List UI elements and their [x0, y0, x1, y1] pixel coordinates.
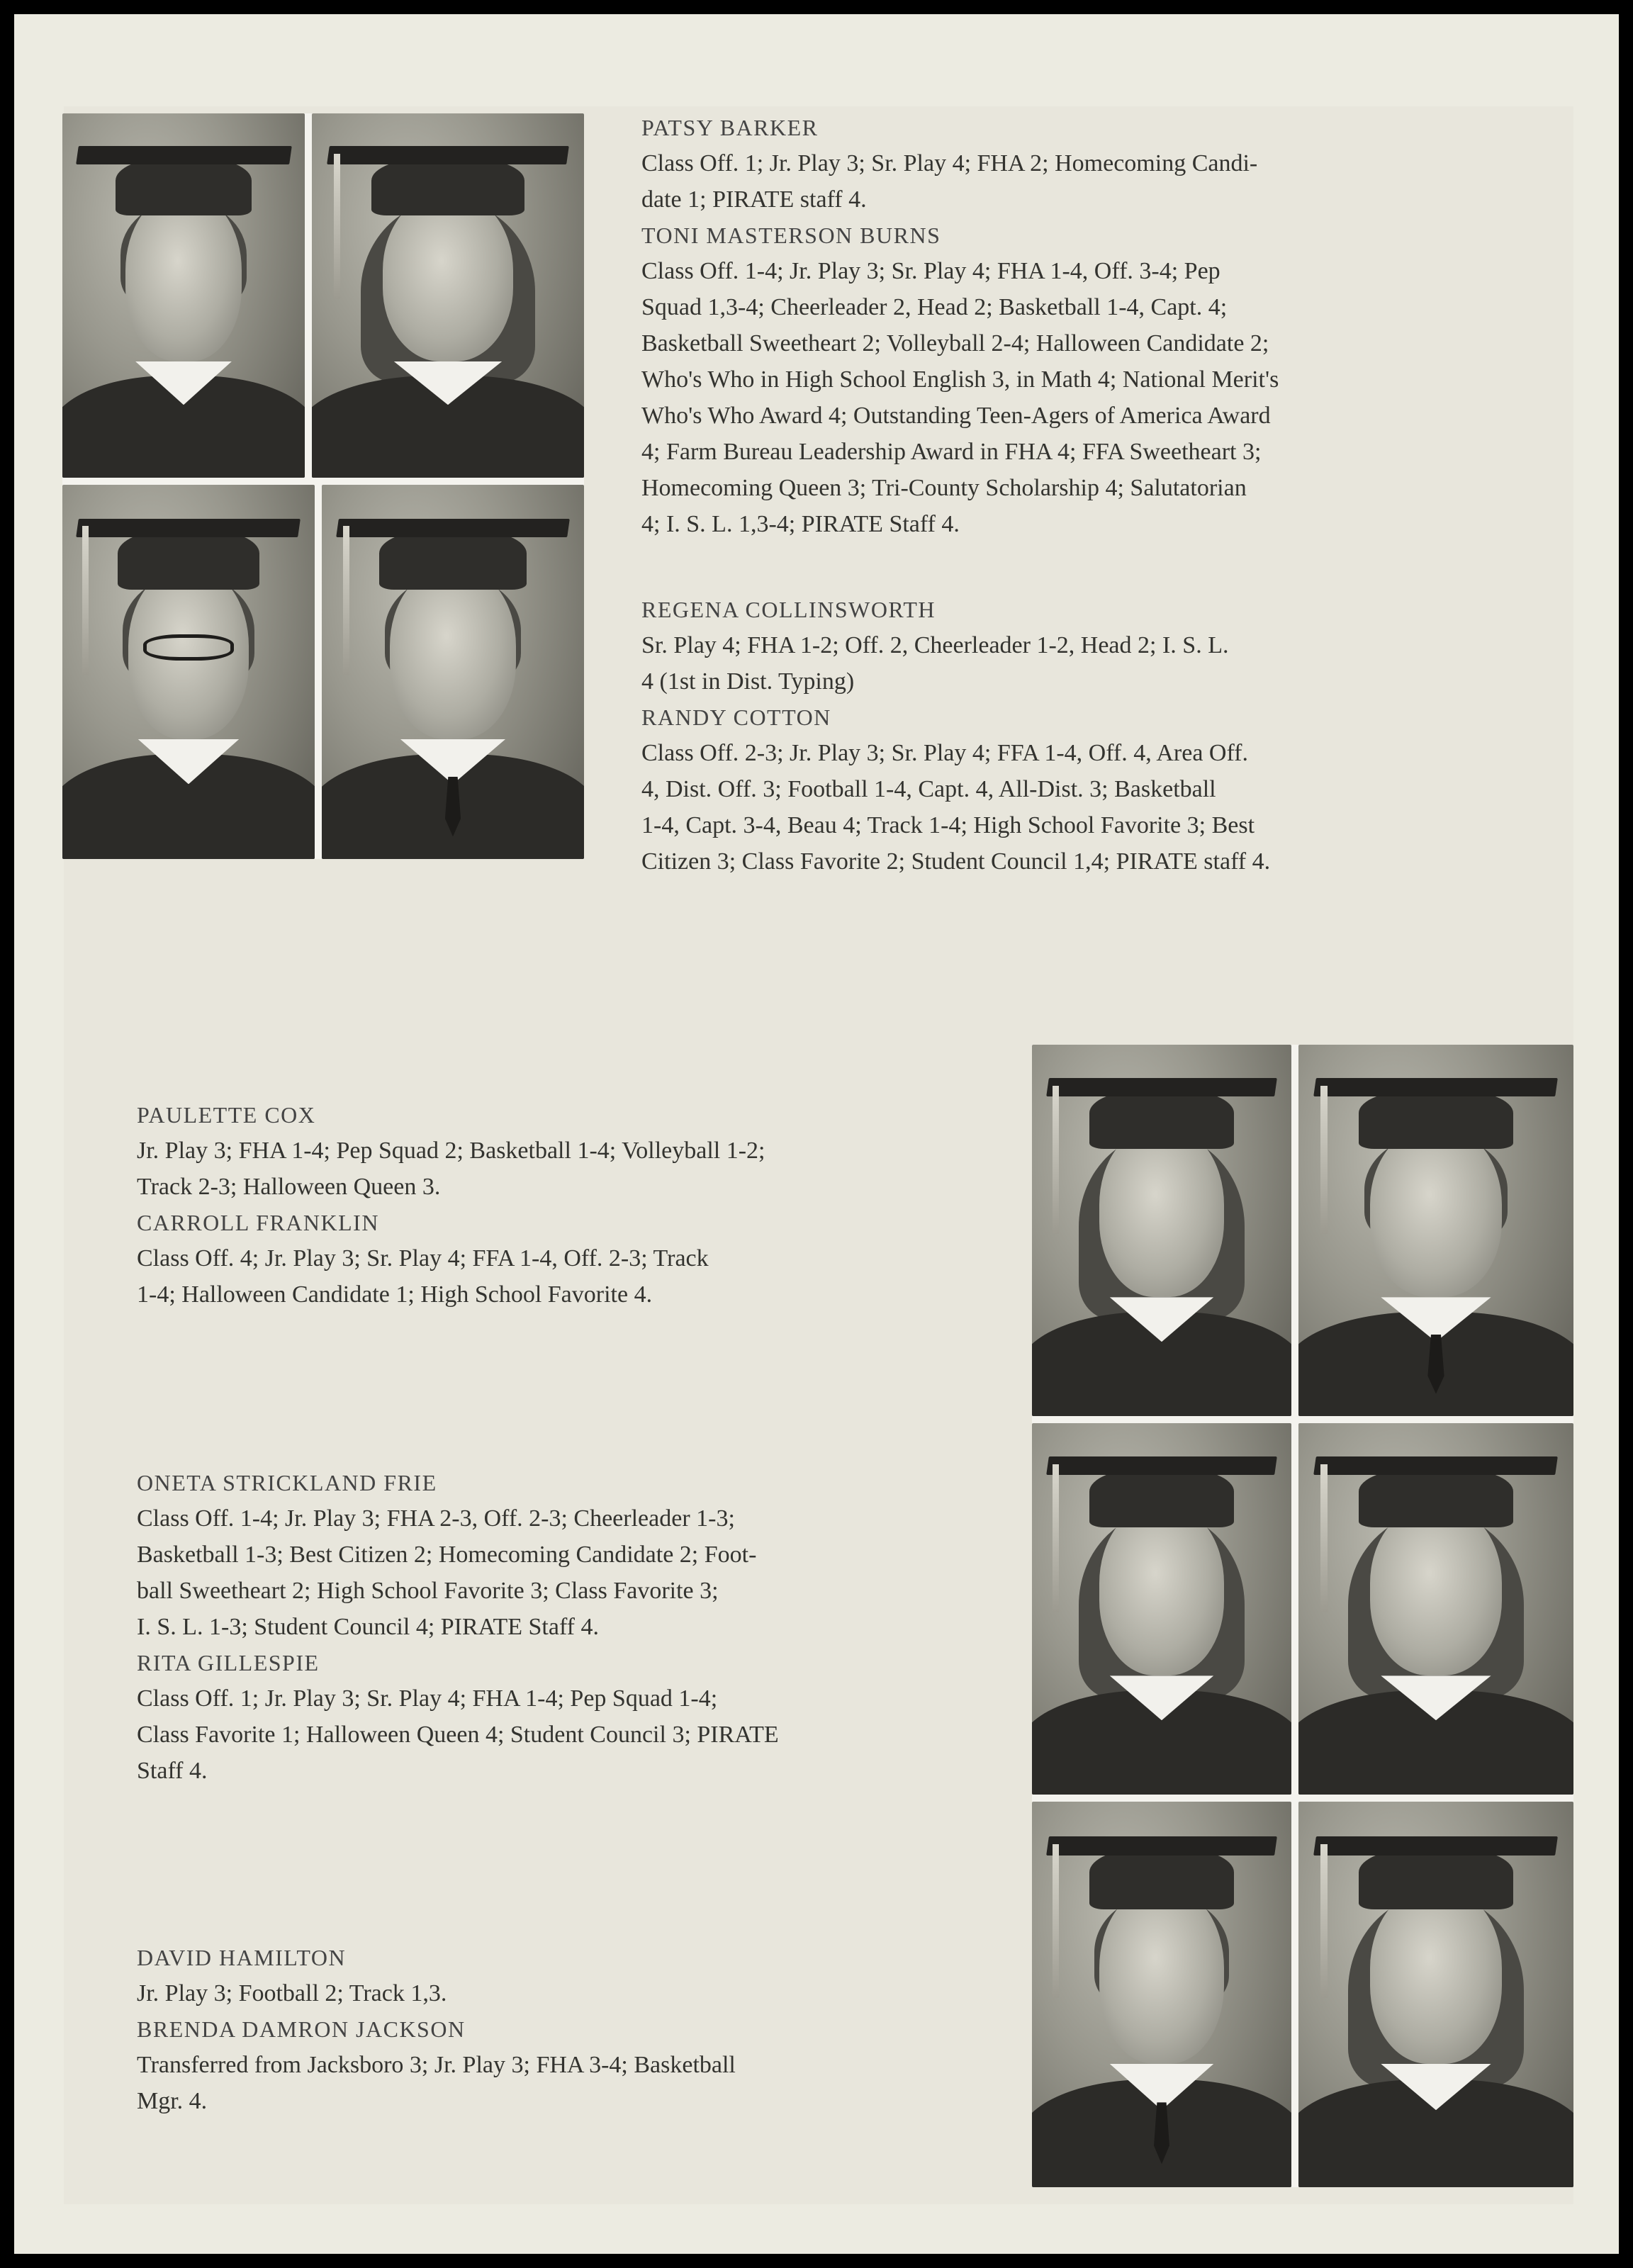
- student-name: BRENDA DAMRON JACKSON: [137, 2016, 466, 2042]
- student-name: PAULETTE COX: [137, 1102, 316, 1128]
- activity-line: 4; I. S. L. 1,3-4; PIRATE Staff 4.: [641, 511, 960, 537]
- photo-grid-top-left: [62, 113, 584, 859]
- activity-line: Class Off. 1-4; Jr. Play 3; FHA 2-3, Off. 2-3; Cheerleader 1-3;: [137, 1505, 735, 1532]
- activity-line: 4 (1st in Dist. Typing): [641, 668, 855, 695]
- activity-line: Basketball 1-3; Best Citizen 2; Homecoming Candidate 2; Foot-: [137, 1542, 757, 1568]
- portrait-brenda-damron-jackson: [1298, 1802, 1573, 2187]
- activity-line: Squad 1,3-4; Cheerleader 2, Head 2; Basketball 1-4, Capt. 4;: [641, 294, 1228, 320]
- activity-line: Basketball Sweetheart 2; Volleyball 2-4; Halloween Candidate 2;: [641, 330, 1269, 357]
- text-block-section-one: [641, 110, 1534, 880]
- student-name: TONI MASTERSON BURNS: [641, 223, 941, 248]
- activity-line: Citizen 3; Class Favorite 2; Student Council 1,4; PIRATE staff 4.: [641, 848, 1271, 875]
- photo-grid-right: [1032, 1045, 1573, 2187]
- student-name: DAVID HAMILTON: [137, 1945, 347, 1970]
- activity-line: Transferred from Jacksboro 3; Jr. Play 3; FHA 3-4; Basketball: [137, 2052, 736, 2078]
- portrait-oneta-strickland-frie: [1032, 1423, 1291, 1795]
- student-name: PATSY BARKER: [641, 115, 819, 140]
- activity-line: Class Off. 1-4; Jr. Play 3; Sr. Play 4; FHA 1-4, Off. 3-4; Pep: [641, 258, 1220, 284]
- student-name: RITA GILLESPIE: [137, 1650, 320, 1675]
- text-block-section-two: [137, 1097, 1016, 1313]
- student-name: RANDY COTTON: [641, 704, 831, 730]
- activity-line: I. S. L. 1-3; Student Council 4; PIRATE Staff 4.: [137, 1614, 599, 1640]
- entry-regena-collinsworth: [641, 592, 1534, 700]
- entry-rita-gillespie: [137, 1645, 1016, 1789]
- activity-line: Sr. Play 4; FHA 1-2; Off. 2, Cheerleader 1-2, Head 2; I. S. L.: [641, 632, 1229, 658]
- activity-line: Class Off. 4; Jr. Play 3; Sr. Play 4; FFA 1-4, Off. 2-3; Track: [137, 1245, 709, 1271]
- student-name: ONETA STRICKLAND FRIE: [137, 1470, 437, 1495]
- activity-line: Class Off. 2-3; Jr. Play 3; Sr. Play 4; FFA 1-4, Off. 4, Area Off.: [641, 740, 1248, 766]
- portrait-rita-gillespie: [1298, 1423, 1573, 1795]
- entry-brenda-damron-jackson: [137, 2011, 1016, 2119]
- activity-line: Class Off. 1; Jr. Play 3; Sr. Play 4; FHA 2; Homecoming Candi-: [641, 150, 1258, 176]
- yearbook-page: [14, 14, 1619, 2254]
- activity-line: date 1; PIRATE staff 4.: [641, 186, 867, 213]
- activity-line: ball Sweetheart 2; High School Favorite 3; Class Favorite 3;: [137, 1578, 719, 1604]
- activity-line: 1-4; Halloween Candidate 1; High School Favorite 4.: [137, 1281, 653, 1308]
- portrait-david-hamilton: [1032, 1802, 1291, 2187]
- activity-line: Who's Who in High School English 3, in Math 4; National Merit's: [641, 366, 1279, 393]
- text-block-section-four: [137, 1940, 1016, 2119]
- text-block-section-three: [137, 1465, 1016, 1789]
- entry-toni-masterson-burns: [641, 218, 1534, 542]
- activity-line: Homecoming Queen 3; Tri-County Scholarship 4; Salutatorian: [641, 475, 1247, 501]
- entry-paulette-cox: [137, 1097, 1016, 1205]
- entry-oneta-strickland-frie: [137, 1465, 1016, 1645]
- activity-line: Staff 4.: [137, 1758, 208, 1784]
- activity-line: 4; Farm Bureau Leadership Award in FHA 4; FFA Sweetheart 3;: [641, 439, 1262, 465]
- portrait-toni-masterson-burns: [312, 113, 584, 478]
- portrait-paulette-cox: [1032, 1045, 1291, 1416]
- activity-line: Who's Who Award 4; Outstanding Teen-Agers of America Award: [641, 403, 1271, 429]
- student-name: CARROLL FRANKLIN: [137, 1210, 379, 1235]
- portrait-patsy-barker: [62, 113, 305, 478]
- entry-patsy-barker: [641, 110, 1534, 218]
- activity-line: 1-4, Capt. 3-4, Beau 4; Track 1-4; High School Favorite 3; Best: [641, 812, 1255, 838]
- student-name: REGENA COLLINSWORTH: [641, 597, 936, 622]
- entry-randy-cotton: [641, 700, 1534, 880]
- activity-line: Track 2-3; Halloween Queen 3.: [137, 1174, 441, 1200]
- activity-line: 4, Dist. Off. 3; Football 1-4, Capt. 4, All-Dist. 3; Basketball: [641, 776, 1216, 802]
- portrait-randy-cotton: [322, 485, 584, 859]
- portrait-regena-collinsworth: [62, 485, 315, 859]
- entry-carroll-franklin: [137, 1205, 1016, 1313]
- activity-line: Class Favorite 1; Halloween Queen 4; Student Council 3; PIRATE: [137, 1722, 779, 1748]
- entry-david-hamilton: [137, 1940, 1016, 2011]
- activity-line: Class Off. 1; Jr. Play 3; Sr. Play 4; FHA 1-4; Pep Squad 1-4;: [137, 1685, 718, 1712]
- activity-line: Mgr. 4.: [137, 2088, 208, 2114]
- activity-line: Jr. Play 3; FHA 1-4; Pep Squad 2; Basketball 1-4; Volleyball 1-2;: [137, 1138, 765, 1164]
- activity-line: Jr. Play 3; Football 2; Track 1,3.: [137, 1980, 447, 2006]
- portrait-carroll-franklin: [1298, 1045, 1573, 1416]
